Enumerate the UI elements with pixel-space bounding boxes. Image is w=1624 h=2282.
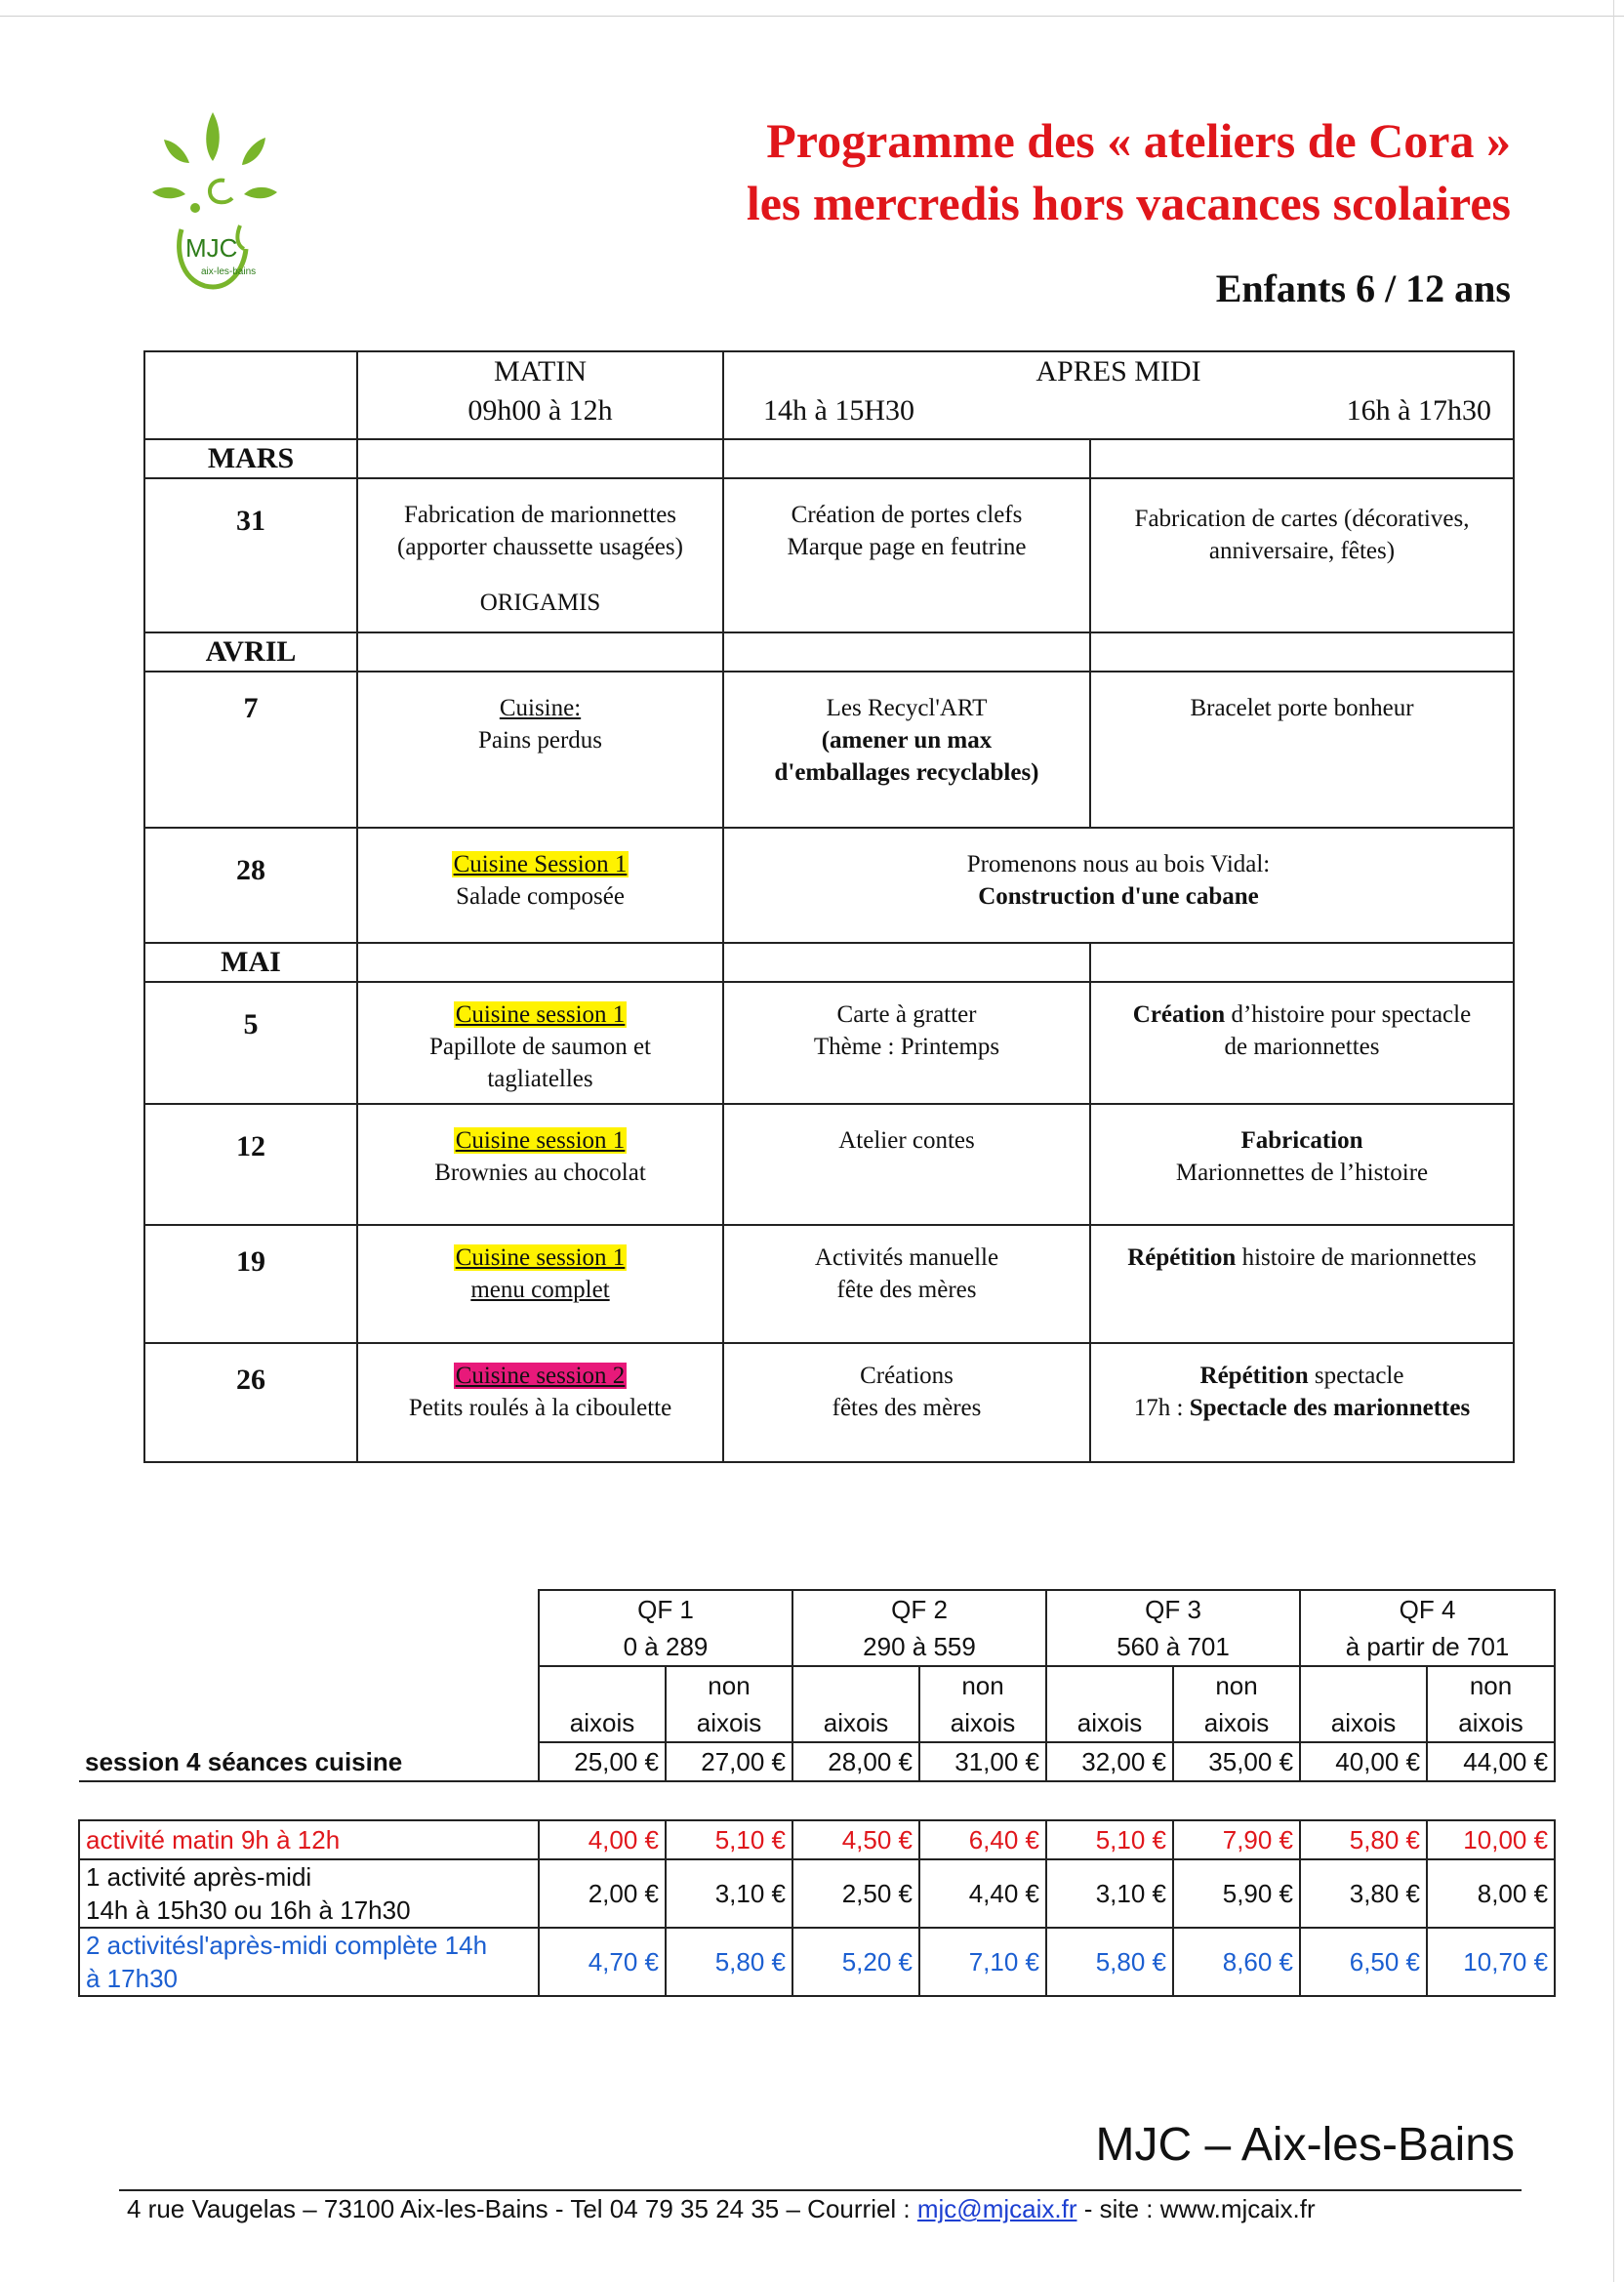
aixois-header: aixois [539,1666,666,1742]
day-number: 12 [144,1104,357,1225]
price-cell: 4,70 € [539,1928,666,1996]
price-cell: 5,80 € [1046,1928,1173,1996]
full-price-row [79,1928,1555,1996]
session-label: session 4 séances cuisine [79,1742,539,1781]
day-number: 7 [144,672,357,828]
qf-header: QF 2 290 à 559 [792,1590,1046,1666]
residency-header-row [79,1666,1555,1742]
price-cell: 4,40 € [919,1859,1046,1928]
matin-cell: Cuisine session 1 menu complet [357,1225,723,1343]
price-cell: 44,00 € [1427,1742,1555,1781]
slot1-cell: Création de portes clefs Marque page en feutrine [723,478,1090,632]
price-cell: 7,10 € [919,1928,1046,1996]
price-cell: 5,10 € [1046,1820,1173,1859]
non-aixois-header: non aixois [919,1666,1046,1742]
price-cell: 35,00 € [1173,1742,1300,1781]
price-cell: 4,50 € [792,1820,919,1859]
slot2-cell: Fabrication de cartes (décoratives, anniversaire, fêtes) [1090,478,1514,632]
day-number: 26 [144,1343,357,1462]
email-link[interactable]: mjc@mjcaix.fr [916,2194,1077,2223]
apres-midi-header: APRES MIDI 14h à 15H30 16h à 17h30 [723,351,1514,439]
price-cell: 10,00 € [1427,1820,1555,1859]
price-cell: 28,00 € [792,1742,919,1781]
month-label: MARS [144,439,357,478]
non-aixois-header: non aixois [1427,1666,1555,1742]
mjc-logo [146,102,283,303]
price-cell: 6,40 € [919,1820,1046,1859]
matin-cell: Cuisine session 1 Papillote de saumon et tagliatelles [357,982,723,1104]
slot2-cell: Création d’histoire pour spectacle de marionnettes [1090,982,1514,1104]
table-row [144,1343,1514,1462]
day-number: 5 [144,982,357,1104]
slot2-cell: Répétition spectacle 17h : Spectacle des marionnettes [1090,1343,1514,1462]
slot2-cell: Bracelet porte bonheur [1090,672,1514,828]
matin-header: MATIN 09h00 à 12h [357,351,723,439]
org-name: MJC – Aix-les-Bains [1095,2119,1515,2171]
price-cell: 3,80 € [1300,1859,1427,1928]
day-number: 31 [144,478,357,632]
footer-address: 4 rue Vaugelas – 73100 Aix-les-Bains - Tel 04 79 35 24 35 – Courriel : mjc@mjcaix.fr - site : www.mjcaix.fr [127,2194,1316,2223]
schedule-header-row [144,351,1514,439]
price-cell: 5,90 € [1173,1859,1300,1928]
price-cell: 40,00 € [1300,1742,1427,1781]
matin-cell: Cuisine session 1 Brownies au chocolat [357,1104,723,1225]
price-cell: 6,50 € [1300,1928,1427,1996]
slot1-cell: Atelier contes [723,1104,1090,1225]
matin-cell: Fabrication de marionnettes (apporter chaussette usagées) ORIGAMIS [357,478,723,632]
table-row [144,982,1514,1104]
qf-header: QF 3 560 à 701 [1046,1590,1300,1666]
top-rule [0,16,1624,17]
slot2-cell: Répétition histoire de marionnettes [1090,1225,1514,1343]
pricing-table [78,1589,1556,1997]
matin-price-row [79,1820,1555,1859]
month-row [144,632,1514,672]
apm-price-row [79,1859,1555,1928]
month-row [144,439,1514,478]
price-cell: 3,10 € [1046,1859,1173,1928]
non-aixois-header: non aixois [666,1666,792,1742]
svg-text:aix-les-bains: aix-les-bains [201,266,257,277]
day-number: 19 [144,1225,357,1343]
table-row [144,478,1514,632]
slot2-cell: Fabrication Marionnettes de l’histoire [1090,1104,1514,1225]
table-row [144,672,1514,828]
price-cell: 7,90 € [1173,1820,1300,1859]
month-label: MAI [144,943,357,982]
price-cell: 27,00 € [666,1742,792,1781]
slot2-header: 16h à 17h30 [1346,394,1491,427]
qf-header-row [79,1590,1555,1666]
month-label: AVRIL [144,632,357,672]
matin-cell: Cuisine Session 1 Salade composée [357,828,723,943]
matin-cell: Cuisine: Pains perdus [357,672,723,828]
price-cell: 31,00 € [919,1742,1046,1781]
slot1-cell: Carte à gratter Thème : Printemps [723,982,1090,1104]
matin-label: activité matin 9h à 12h [79,1820,539,1859]
day-number: 28 [144,828,357,943]
right-rule [1613,0,1614,2282]
matin-cell: Cuisine session 2 Petits roulés à la ciboulette [357,1343,723,1462]
page-title [747,109,1511,234]
slot1-header: 14h à 15H30 [763,394,914,427]
slot1-cell: Activités manuelle fête des mères [723,1225,1090,1343]
non-aixois-header: non aixois [1173,1666,1300,1742]
empty-header-cell [144,351,357,439]
price-cell: 25,00 € [539,1742,666,1781]
month-row [144,943,1514,982]
qf-header: QF 1 0 à 289 [539,1590,792,1666]
price-cell: 2,00 € [539,1859,666,1928]
price-cell: 3,10 € [666,1859,792,1928]
aixois-header: aixois [1046,1666,1173,1742]
price-cell: 2,50 € [792,1859,919,1928]
price-cell: 8,60 € [1173,1928,1300,1996]
schedule-table [143,350,1515,1463]
slot1-cell: Les Recycl'ART (amener un max d'emballages recyclables) [723,672,1090,828]
price-cell: 32,00 € [1046,1742,1173,1781]
table-row [144,1104,1514,1225]
table-row [144,1225,1514,1343]
slot1-cell: Créations fêtes des mères [723,1343,1090,1462]
price-cell: 5,20 € [792,1928,919,1996]
price-cell: 5,80 € [1300,1820,1427,1859]
age-subtitle: Enfants 6 / 12 ans [1215,266,1511,310]
session-row [79,1742,1555,1781]
aixois-header: aixois [1300,1666,1427,1742]
footer-rule [119,2189,1522,2191]
price-cell: 8,00 € [1427,1859,1555,1928]
price-cell: 4,00 € [539,1820,666,1859]
price-cell: 10,70 € [1427,1928,1555,1996]
apres-midi-cell: Promenons nous au bois Vidal: Construction d'une cabane [723,828,1514,943]
qf-header: QF 4 à partir de 701 [1300,1590,1555,1666]
aixois-header: aixois [792,1666,919,1742]
svg-text:MJC: MJC [185,233,238,263]
price-cell: 5,80 € [666,1928,792,1996]
table-row [144,828,1514,943]
full-label: 2 activitésl'après-midi complète 14h à 17h30 [79,1928,539,1996]
apm-label: 1 activité après-midi 14h à 15h30 ou 16h à 17h30 [79,1859,539,1928]
title-line-1: Programme des « ateliers de Cora » [766,113,1511,168]
title-line-2: les mercredis hors vacances scolaires [746,176,1511,230]
price-cell: 5,10 € [666,1820,792,1859]
